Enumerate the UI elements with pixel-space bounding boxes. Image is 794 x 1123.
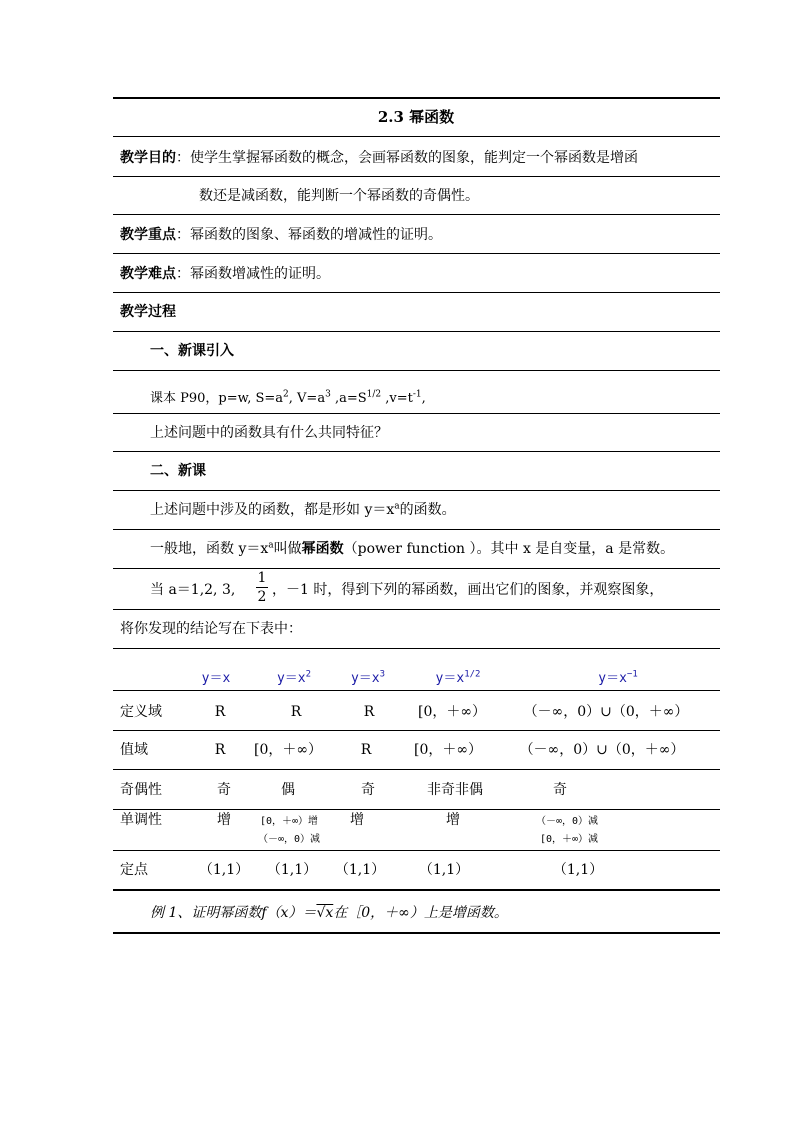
table-cell: （1,1） <box>198 862 250 878</box>
header-y-xhalf: $y=x^{1/2}$ <box>435 669 481 686</box>
paragraph-3a: 当 a＝1,2, 3, <box>150 582 236 598</box>
table-cell: [0，＋∞） <box>253 742 323 758</box>
table-cell: 奇 <box>217 782 231 798</box>
p2-text-a: 一般地，函数 y＝x <box>150 541 269 557</box>
rule <box>113 136 720 137</box>
rule <box>113 253 720 254</box>
rule <box>113 370 720 371</box>
rule <box>113 648 720 649</box>
hard-row <box>120 265 330 283</box>
rule <box>113 529 720 530</box>
goal-text: ：使学生掌握幂函数的概念，会画幂函数的图象，能判定一个幂函数是增函 <box>176 150 638 166</box>
table-cell: 增 <box>217 812 231 828</box>
rule <box>113 690 720 691</box>
intro-text-c: ,a=S <box>330 391 367 406</box>
goal-line1 <box>120 149 638 167</box>
header-y-x2: $y=x^2$ <box>276 669 312 686</box>
table-cell: （－∞，0）减 <box>535 816 599 827</box>
rule <box>113 214 720 215</box>
section1-heading: 一、新课引入 <box>150 343 234 359</box>
rule <box>113 490 720 491</box>
row-label-monotonicity: 单调性 <box>120 812 162 828</box>
example-text-a: 例 1、证明幂函数 <box>150 905 262 921</box>
rule <box>113 889 720 891</box>
row-label-domain: 定义域 <box>120 704 162 720</box>
row-label-range: 值域 <box>120 742 148 758</box>
table-cell: （－∞，0）∪（0，＋∞） <box>523 704 689 720</box>
rule <box>113 331 720 332</box>
table-cell: 奇 <box>361 782 375 798</box>
table-cell: [0，＋∞） <box>413 742 483 758</box>
p2-text-b: 叫做 <box>273 541 302 557</box>
table-cell: （－∞，0）∪（0，＋∞） <box>519 742 685 758</box>
table-cell: [0，＋∞）减 <box>539 834 599 845</box>
fraction-bar <box>256 587 268 588</box>
goal-label: 教学目的 <box>120 150 176 166</box>
intro-text-b: , V=a <box>288 391 326 406</box>
table-cell: 增 <box>446 812 460 828</box>
table-cell: （1,1） <box>334 862 386 878</box>
paragraph-4: 将你发现的结论写在下表中： <box>120 621 302 637</box>
header-y-xneg1: $y=x^{-1}$ <box>598 669 638 686</box>
rule <box>113 809 720 810</box>
paragraph-3b: ，－1 时，得到下列的幂函数，画出它们的图象，并观察图象， <box>272 582 664 598</box>
intro-text-e: , <box>421 391 426 406</box>
table-cell: 奇 <box>553 782 567 798</box>
table-cell: [0，＋∞）增 <box>259 816 319 827</box>
table-cell: 增 <box>350 812 364 828</box>
example-1 <box>150 904 508 922</box>
intro-sup-half: 1/2 <box>366 389 382 400</box>
rule <box>113 176 720 177</box>
row-label-fixed-point: 定点 <box>120 862 148 878</box>
table-cell: R <box>214 742 226 758</box>
row-label-parity: 奇偶性 <box>120 782 162 798</box>
process-heading: 教学过程 <box>120 304 176 320</box>
bottom-rule <box>113 932 720 934</box>
table-cell: 偶 <box>281 782 295 798</box>
intro-text-d: ,v=t <box>381 391 413 406</box>
hard-text: ：幂函数增减性的证明。 <box>176 266 330 282</box>
table-cell: R <box>214 704 226 720</box>
hard-label: 教学难点 <box>120 266 176 282</box>
rule <box>113 850 720 851</box>
rule <box>113 292 720 293</box>
p2-sup: a <box>268 540 274 551</box>
rule <box>113 609 720 610</box>
section2-heading: 二、新课 <box>150 463 206 479</box>
table-cell: （1,1） <box>266 862 318 878</box>
example-function: f（x）＝ <box>261 905 317 921</box>
p1-text: 上述问题中涉及的函数，都是形如 y＝x <box>150 502 395 518</box>
table-cell: 非奇非偶 <box>427 782 483 798</box>
paragraph-1 <box>150 501 456 519</box>
table-cell: R <box>363 704 375 720</box>
intro-sup-3: 3 <box>325 389 331 400</box>
rule <box>113 451 720 452</box>
rule <box>113 769 720 770</box>
key-text: ：幂函数的图象、幂函数的增减性的证明。 <box>176 227 442 243</box>
intro-sup-neg1: -1 <box>412 389 422 400</box>
p1-end: 的函数。 <box>399 502 456 518</box>
header-y-x: y＝x <box>201 671 231 686</box>
p2-term: 幂函数 <box>301 541 344 557</box>
goal-line2: 数还是减函数，能判断一个幂函数的奇偶性。 <box>199 188 479 204</box>
paragraph-2 <box>150 540 674 558</box>
table-cell: R <box>360 742 372 758</box>
rule <box>113 413 720 414</box>
p2-text-c: （power function ）。其中 x 是自变量，a 是常数。 <box>343 541 675 557</box>
header-y-x3: $y=x^3$ <box>350 669 386 686</box>
fraction-numerator: 1 <box>257 570 267 586</box>
example-text-c: 在［0，＋∞）上是增函数。 <box>333 905 508 921</box>
fraction-denominator: 2 <box>257 589 267 605</box>
table-cell: R <box>290 704 302 720</box>
rule <box>113 730 720 731</box>
key-row <box>120 226 442 244</box>
half-fraction <box>256 570 268 605</box>
key-label: 教学重点 <box>120 227 176 243</box>
question-text: 上述问题中的函数具有什么共同特征？ <box>150 425 388 441</box>
table-cell: （－∞，0）减 <box>257 834 321 845</box>
top-rule <box>113 97 720 99</box>
table-cell: （1,1） <box>418 862 470 878</box>
rule <box>113 568 720 569</box>
table-cell: [0，＋∞） <box>417 704 487 720</box>
table-cell: （1,1） <box>552 862 604 878</box>
intro-line <box>150 390 426 408</box>
intro-text-a: 课本 P90，p=w, S=a <box>150 391 284 406</box>
page-title: 2.3 幂函数 <box>377 108 455 126</box>
p1-sup: a <box>394 501 400 512</box>
intro-sup-2: 2 <box>283 389 289 400</box>
example-sqrt: √x <box>316 905 334 921</box>
